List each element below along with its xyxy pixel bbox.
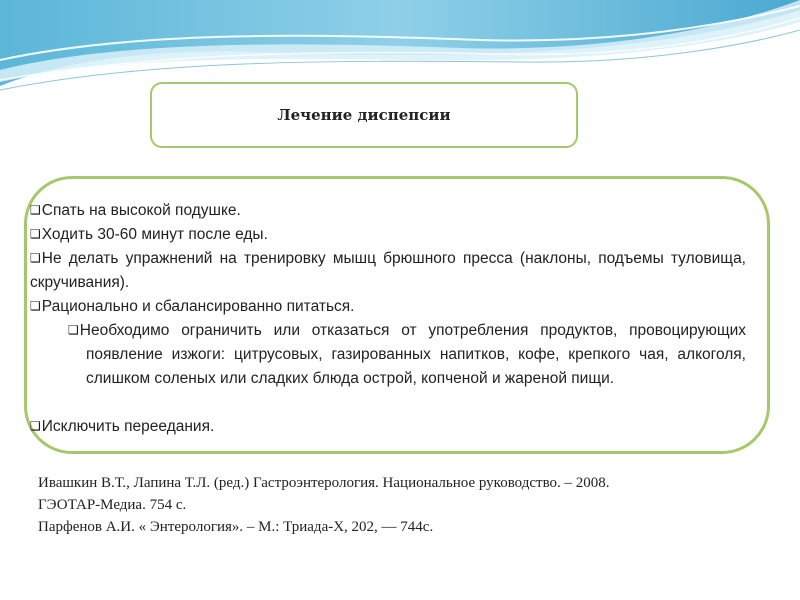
bullet-icon: ❑ <box>30 227 41 241</box>
list-item <box>30 198 730 223</box>
bullet-icon: ❑ <box>30 299 41 313</box>
reference-line: Ивашкин В.Т., Лапина Т.Л. (ред.) Гастроэнтерология. Национальное руководство. – 2008. <box>38 475 610 491</box>
list-item-nested <box>68 318 746 391</box>
list-item-text: Спать на высокой подушке. <box>41 202 241 219</box>
list-item <box>30 294 730 319</box>
bullet-icon: ❑ <box>30 419 41 433</box>
reference-line: ГЭОТАР-Медиа. 754 с. <box>38 497 187 513</box>
list-item <box>30 246 746 295</box>
list-item-text: Рационально и сбалансированно питаться. <box>41 298 355 315</box>
slide-title: Лечение диспепсии <box>277 106 451 124</box>
list-item-text: Не делать упражнений на тренировку мышц брюшного пресса (наклоны, подъемы туловища, скручивания). <box>30 250 746 291</box>
list-item <box>30 414 730 439</box>
list-item-text: Необходимо ограничить или отказаться от употребления продуктов, провоцирующих появление изжоги: цитрусовых, газированных напитков, кофе, крепкого чая, алкоголя, слишком соленых или сладких блюда острой, копченой и жареной пищи. <box>79 322 746 387</box>
bullet-icon: ❑ <box>30 203 41 217</box>
list-item <box>30 222 730 247</box>
bullet-icon: ❑ <box>68 323 79 337</box>
bullet-icon: ❑ <box>30 251 41 265</box>
list-item-text: Исключить переедания. <box>41 418 215 435</box>
title-frame <box>150 82 578 148</box>
list-item-text: Ходить 30-60 минут после еды. <box>41 226 268 243</box>
references <box>38 472 778 538</box>
reference-line: Парфенов А.И. « Энтерология». – М.: Триада-Х, 202, — 744с. <box>38 519 434 535</box>
